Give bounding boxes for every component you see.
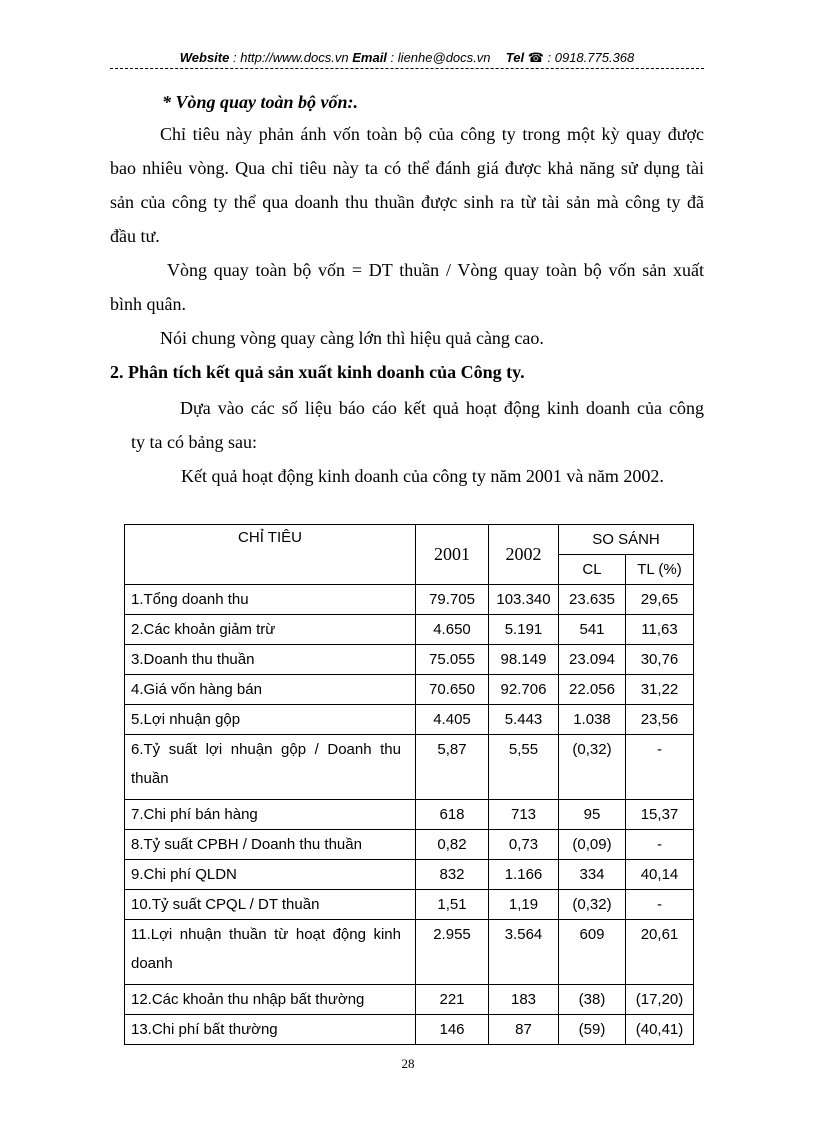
row-label: 13.Chi phí bất thường (125, 1015, 416, 1045)
table-row (125, 735, 694, 800)
value-2001: 146 (416, 1015, 489, 1045)
value-diff: 334 (559, 860, 626, 890)
table-row (125, 1015, 694, 1045)
page-header: Website : http://www.docs.vn Email : lienhe@docs.vn Tel ☎ : 0918.775.368 (179, 50, 635, 65)
value-2002: 183 (489, 985, 559, 1015)
table-row (125, 615, 694, 645)
phone-icon: ☎ (527, 50, 544, 65)
section2-heading: 2. Phân tích kết quả sản xuất kinh doanh của Công ty. (110, 362, 525, 382)
row-label (125, 920, 416, 985)
table-row (125, 645, 694, 675)
value-diff: 609 (559, 920, 626, 985)
value-2002: 5.191 (489, 615, 559, 645)
value-2001: 70.650 (416, 675, 489, 705)
row-label: 2.Các khoản giảm trừ (125, 615, 416, 645)
table-row (125, 705, 694, 735)
row-label: 1.Tổng doanh thu (125, 585, 416, 615)
value-diff: 23.635 (559, 585, 626, 615)
value-diff: 95 (559, 800, 626, 830)
value-diff: 1.038 (559, 705, 626, 735)
value-2001: 221 (416, 985, 489, 1015)
intro-line1: Dựa vào các số liệu báo cáo kết quả hoạt động kinh doanh của công (180, 398, 704, 418)
email-label: Email (352, 50, 387, 65)
row-label: 10.Tỷ suất CPQL / DT thuần (125, 890, 416, 920)
value-ratio: 15,37 (626, 800, 694, 830)
value-diff: 23.094 (559, 645, 626, 675)
value-ratio: 20,61 (626, 920, 694, 985)
table-row (125, 985, 694, 1015)
table-row (125, 890, 694, 920)
header-compare: SO SÁNH (559, 525, 694, 555)
value-2001: 1,51 (416, 890, 489, 920)
value-2001: 75.055 (416, 645, 489, 675)
row-label: 4.Giá vốn hàng bán (125, 675, 416, 705)
value-2001: 832 (416, 860, 489, 890)
value-2002: 1,19 (489, 890, 559, 920)
para1-line4: đầu tư. (110, 226, 160, 246)
value-2002: 92.706 (489, 675, 559, 705)
value-2002: 713 (489, 800, 559, 830)
table-row (125, 800, 694, 830)
value-2001: 0,82 (416, 830, 489, 860)
header-ratio: TL (%) (626, 555, 694, 585)
value-diff: 541 (559, 615, 626, 645)
value-2001: 4.650 (416, 615, 489, 645)
value-diff: (0,09) (559, 830, 626, 860)
table-body (125, 585, 694, 1045)
row-label-text: 6.Tỷ suất lợi nhuận gộp / Doanh thu thuần (131, 741, 401, 787)
value-diff: (0,32) (559, 735, 626, 800)
value-2002: 5.443 (489, 705, 559, 735)
value-2002: 0,73 (489, 830, 559, 860)
value-ratio: 40,14 (626, 860, 694, 890)
page-number: 28 (401, 1056, 415, 1071)
value-2001: 618 (416, 800, 489, 830)
formula-line1: Vòng quay toàn bộ vốn = DT thuần / Vòng quay toàn bộ vốn sản xuất (167, 260, 704, 280)
value-ratio: 11,63 (626, 615, 694, 645)
tel-value: : 0918.775.368 (547, 50, 635, 65)
value-diff: 22.056 (559, 675, 626, 705)
row-label-text: 11.Lợi nhuận thuần từ hoạt động kinh doanh (131, 926, 401, 972)
value-diff: (59) (559, 1015, 626, 1045)
row-label: 3.Doanh thu thuần (125, 645, 416, 675)
section1-heading: * Vòng quay toàn bộ vốn:. (162, 92, 359, 112)
value-2001: 4.405 (416, 705, 489, 735)
website-label: Website (179, 50, 230, 65)
value-ratio: - (626, 735, 694, 800)
row-label: 7.Chi phí bán hàng (125, 800, 416, 830)
results-table (124, 524, 694, 1045)
value-diff: (38) (559, 985, 626, 1015)
value-ratio: (17,20) (626, 985, 694, 1015)
value-ratio: (40,41) (626, 1015, 694, 1045)
email-value[interactable]: lienhe@docs.vn (397, 50, 491, 65)
header-indicator: CHỈ TIÊU (125, 525, 416, 585)
para1-line1: Chỉ tiêu này phản ánh vốn toàn bộ của công ty trong một kỳ quay được (160, 124, 704, 144)
table-row (125, 920, 694, 985)
value-ratio: 23,56 (626, 705, 694, 735)
row-label: 12.Các khoản thu nhập bất thường (125, 985, 416, 1015)
row-label (125, 735, 416, 800)
value-2002: 103.340 (489, 585, 559, 615)
table-row (125, 860, 694, 890)
value-2002: 5,55 (489, 735, 559, 800)
value-ratio: 31,22 (626, 675, 694, 705)
value-2001: 5,87 (416, 735, 489, 800)
conclusion-text: Nói chung vòng quay càng lớn thì hiệu quả càng cao. (160, 328, 544, 348)
para1-line2: bao nhiêu vòng. Qua chỉ tiêu này ta có thể đánh giá được khả năng sử dụng tài (110, 158, 704, 178)
row-label: 5.Lợi nhuận gộp (125, 705, 416, 735)
header-diff: CL (559, 555, 626, 585)
value-ratio: - (626, 890, 694, 920)
intro-line2: ty ta có bảng sau: (131, 432, 257, 452)
value-2002: 87 (489, 1015, 559, 1045)
table-row (125, 585, 694, 615)
value-2002: 3.564 (489, 920, 559, 985)
table-header-row (125, 525, 694, 555)
row-label: 8.Tỷ suất CPBH / Doanh thu thuần (125, 830, 416, 860)
table-row (125, 675, 694, 705)
value-ratio: 29,65 (626, 585, 694, 615)
row-label: 9.Chi phí QLDN (125, 860, 416, 890)
value-2002: 98.149 (489, 645, 559, 675)
table-row (125, 830, 694, 860)
header-year-2002: 2002 (489, 525, 559, 585)
value-2001: 2.955 (416, 920, 489, 985)
value-diff: (0,32) (559, 890, 626, 920)
tel-label: Tel (505, 50, 525, 65)
value-2002: 1.166 (489, 860, 559, 890)
value-ratio: - (626, 830, 694, 860)
value-ratio: 30,76 (626, 645, 694, 675)
website-url[interactable]: http://www.docs.vn (240, 50, 349, 65)
para1-line3: sản của công ty thể qua doanh thu thuần được sinh ra từ tài sản mà công ty đã (110, 192, 704, 212)
header-year-2001: 2001 (416, 525, 489, 585)
value-2001: 79.705 (416, 585, 489, 615)
table-caption: Kết quả hoạt động kinh doanh của công ty năm 2001 và năm 2002. (181, 466, 664, 486)
header-divider (110, 68, 704, 69)
formula-line2: bình quân. (110, 294, 186, 314)
